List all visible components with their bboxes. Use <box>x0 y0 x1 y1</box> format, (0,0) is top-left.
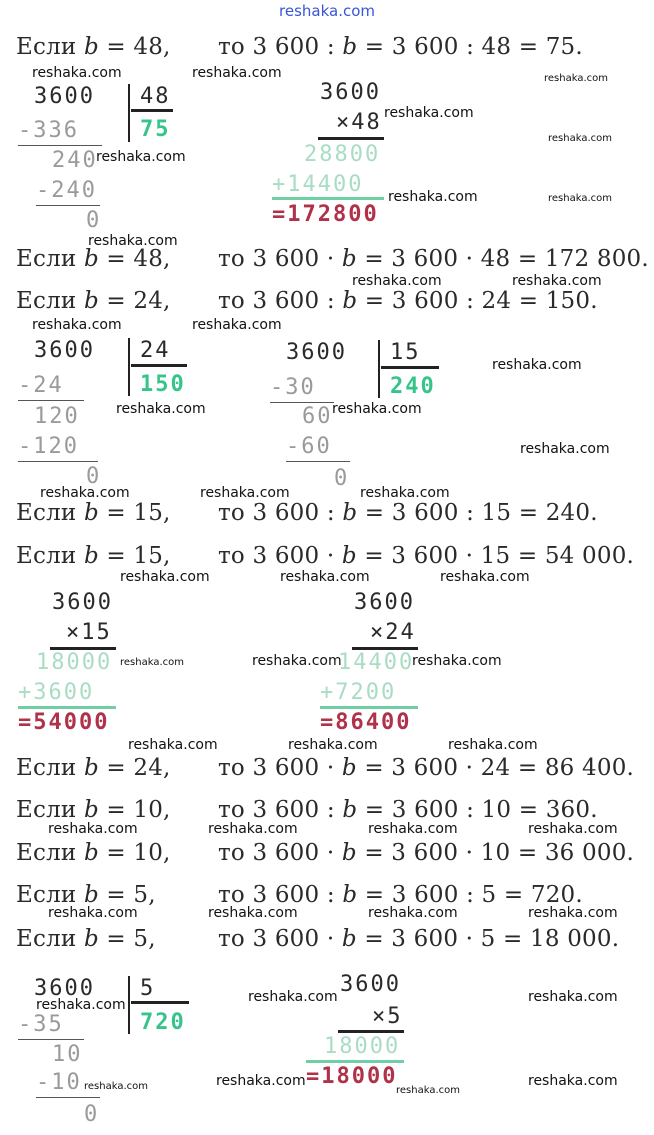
quotient: 150 <box>140 372 186 397</box>
watermark: reshaka.com <box>252 653 342 669</box>
product: =172800 <box>272 202 379 227</box>
equation-line-9: Если b = 5, то 3 600 : b = 3 600 : 5 = 720. <box>16 882 583 908</box>
watermark: reshaka.com <box>388 189 478 205</box>
watermark: reshaka.com <box>528 1073 618 1089</box>
equation-line-5: Если b = 15, то 3 600 · b = 3 600 · 15 = 54 000. <box>16 543 635 569</box>
divisor: 15 <box>390 340 421 365</box>
mul-line <box>338 1030 404 1033</box>
watermark: reshaka.com <box>512 273 602 289</box>
sum-line <box>272 197 384 200</box>
watermark: reshaka.com <box>384 105 474 121</box>
product: =18000 <box>306 1064 398 1089</box>
subtrahend-2: -10 <box>36 1070 82 1095</box>
watermark: reshaka.com <box>96 149 186 165</box>
sub-line-2 <box>36 205 100 206</box>
sub-line-1 <box>270 402 334 403</box>
sub-line-2 <box>18 461 98 462</box>
equation-line-6: Если b = 24, то 3 600 · b = 3 600 · 24 = 86 400. <box>16 755 635 781</box>
partial-1: 28800 <box>304 142 381 167</box>
watermark: reshaka.com <box>280 569 370 585</box>
sub-line-2 <box>36 1097 100 1098</box>
quotient: 240 <box>390 374 436 399</box>
equation-line-3: Если b = 24, то 3 600 : b = 3 600 : 24 = 150. <box>16 288 598 314</box>
watermark: reshaka.com <box>192 65 282 81</box>
remainder-2: 0 <box>84 1102 100 1127</box>
watermark: reshaka.com <box>368 905 458 921</box>
site-header[interactable]: reshaka.com <box>279 2 375 20</box>
watermark: reshaka.com <box>208 905 298 921</box>
remainder-2: 0 <box>334 466 350 491</box>
watermark: reshaka.com <box>248 989 338 1005</box>
divisor-line <box>131 364 187 367</box>
watermark: reshaka.com <box>192 317 282 333</box>
watermark: reshaka.com <box>208 821 298 837</box>
subtrahend-2: -60 <box>286 434 332 459</box>
divisor-line <box>131 1001 189 1004</box>
watermark: reshaka.com <box>544 73 608 84</box>
sum-line <box>320 706 418 709</box>
watermark: reshaka.com <box>216 1073 306 1089</box>
remainder-1: 240 <box>52 148 98 173</box>
watermark: reshaka.com <box>88 233 178 249</box>
equation-line-8: Если b = 10, то 3 600 · b = 3 600 · 10 = 36 000. <box>16 840 635 866</box>
factor-b: ×48 <box>336 110 382 135</box>
division-bar <box>128 338 130 396</box>
mul-line <box>318 137 384 140</box>
partial-1: 18000 <box>324 1034 401 1059</box>
quotient: 75 <box>140 117 171 142</box>
watermark: reshaka.com <box>412 653 502 669</box>
divisor-line <box>381 366 439 369</box>
quotient: 720 <box>140 1010 186 1035</box>
watermark: reshaka.com <box>368 821 458 837</box>
watermark: reshaka.com <box>200 485 290 501</box>
watermark: reshaka.com <box>528 989 618 1005</box>
remainder-2: 0 <box>86 464 102 489</box>
watermark: reshaka.com <box>332 401 422 417</box>
partial-2: +7200 <box>320 680 397 705</box>
subtrahend-1: -24 <box>18 373 64 398</box>
factor-b: ×24 <box>370 620 416 645</box>
dividend: 3600 <box>286 340 347 365</box>
division-bar <box>128 84 130 142</box>
sum-line <box>18 706 116 709</box>
partial-2: +3600 <box>18 680 95 705</box>
remainder-1: 10 <box>52 1042 83 1067</box>
partial-1: 14400 <box>338 650 415 675</box>
product: =86400 <box>320 710 412 735</box>
watermark: reshaka.com <box>352 273 442 289</box>
dividend: 3600 <box>34 84 95 109</box>
equation-line-10: Если b = 5, то 3 600 · b = 3 600 · 5 = 18 000. <box>16 926 620 952</box>
equation-line-2: Если b = 48, то 3 600 · b = 3 600 · 48 = 172 800. <box>16 246 649 272</box>
divisor: 5 <box>140 976 156 1001</box>
sub-line-1 <box>18 145 102 146</box>
watermark: reshaka.com <box>396 1085 460 1096</box>
watermark: reshaka.com <box>492 357 582 373</box>
watermark: reshaka.com <box>116 401 206 417</box>
factor-b: ×15 <box>66 620 112 645</box>
equation-line-7: Если b = 10, то 3 600 : b = 3 600 : 10 = 360. <box>16 797 598 823</box>
watermark: reshaka.com <box>448 737 538 753</box>
remainder-1: 120 <box>34 404 80 429</box>
watermark: reshaka.com <box>128 737 218 753</box>
watermark: reshaka.com <box>440 569 530 585</box>
remainder-2: 0 <box>86 208 102 233</box>
subtrahend-1: -35 <box>18 1012 64 1037</box>
watermark: reshaka.com <box>84 1081 148 1092</box>
watermark: reshaka.com <box>520 441 610 457</box>
subtrahend-1: -336 <box>18 118 79 143</box>
division-bar <box>128 976 130 1034</box>
factor-a: 3600 <box>52 590 113 615</box>
sub-line-1 <box>18 1039 84 1040</box>
partial-2: +14400 <box>272 172 364 197</box>
remainder-1: 60 <box>302 404 333 429</box>
sub-line-2 <box>286 461 350 462</box>
subtrahend-1: -30 <box>270 375 316 400</box>
partial-1: 18000 <box>36 650 113 675</box>
dividend: 3600 <box>34 338 95 363</box>
watermark: reshaka.com <box>32 317 122 333</box>
divisor: 24 <box>140 338 171 363</box>
sub-line-1 <box>18 400 84 401</box>
watermark: reshaka.com <box>288 737 378 753</box>
watermark: reshaka.com <box>528 905 618 921</box>
subtrahend-2: -240 <box>36 178 97 203</box>
watermark: reshaka.com <box>120 657 184 668</box>
factor-a: 3600 <box>320 80 381 105</box>
watermark: reshaka.com <box>40 485 130 501</box>
watermark: reshaka.com <box>360 485 450 501</box>
factor-a: 3600 <box>354 590 415 615</box>
divisor-line <box>131 109 173 112</box>
factor-a: 3600 <box>340 972 401 997</box>
factor-b: ×5 <box>372 1004 403 1029</box>
sum-line <box>306 1060 404 1063</box>
watermark: reshaka.com <box>548 193 612 204</box>
subtrahend-2: -120 <box>18 434 79 459</box>
watermark: reshaka.com <box>36 997 126 1013</box>
watermark: reshaka.com <box>548 133 612 144</box>
watermark: reshaka.com <box>120 569 210 585</box>
watermark: reshaka.com <box>48 905 138 921</box>
watermark: reshaka.com <box>528 821 618 837</box>
division-bar <box>378 340 380 398</box>
watermark: reshaka.com <box>48 821 138 837</box>
equation-line-1: Если b = 48, то 3 600 : b = 3 600 : 48 = 75. <box>16 34 583 60</box>
equation-line-4: Если b = 15, то 3 600 : b = 3 600 : 15 = 240. <box>16 500 598 526</box>
product: =54000 <box>18 710 110 735</box>
divisor: 48 <box>140 84 171 109</box>
dividend: 3600 <box>34 976 95 1001</box>
watermark: reshaka.com <box>32 65 122 81</box>
